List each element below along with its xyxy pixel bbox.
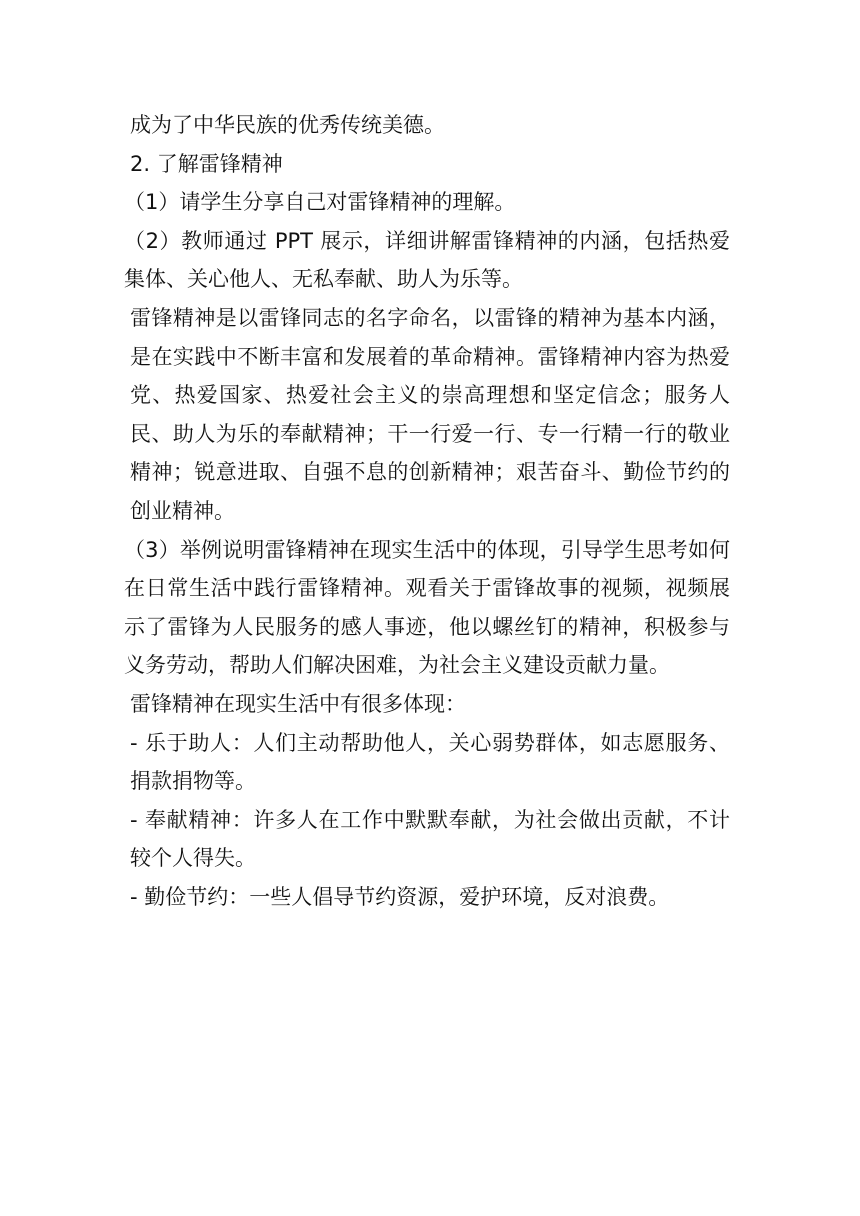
bullet-item-dedication: - 奉献精神：许多人在工作中默默奉献，为社会做出贡献，不计较个人得失。 <box>130 807 730 871</box>
bullet-item-helping: - 乐于助人：人们主动帮助他人，关心弱势群体，如志愿服务、捐款捐物等。 <box>130 730 730 794</box>
section-heading: 2. 了解雷锋精神 <box>130 151 283 176</box>
bullet-item-thrift: - 勤俭节约：一些人倡导节约资源，爱护环境，反对浪费。 <box>130 884 670 909</box>
list-item-3: （3）举例说明雷锋精神在现实生活中的体现，引导学生思考如何在日常生活中践行雷锋精神。观看关于雷锋故事的视频，视频展示了雷锋为人民服务的感人事迹，他以螺丝钉的精神，积极参与义务劳动，帮助人们解决困难，为社会主义建设贡献力量。 <box>124 537 730 678</box>
list-item-2: （2）教师通过 PPT 展示，详细讲解雷锋精神的内涵，包括热爱集体、关心他人、无私奉献、助人为乐等。 <box>124 228 730 292</box>
list-item-1: （1）请学生分享自己对雷锋精神的理解。 <box>124 190 516 215</box>
paragraph-continuation: 成为了中华民族的优秀传统美德。 <box>130 113 445 137</box>
paragraph-lei-feng-definition: 雷锋精神是以雷锋同志的名字命名，以雷锋的精神为基本内涵，是在实践中不断丰富和发展着的革命精神。雷锋精神内容为热爱党、热爱国家、热爱社会主义的崇高理想和坚定信念；服务人民、助人为乐的奉献精神；干一行爱一行、专一行精一行的敬业精神；锐意进取、自强不息的创新精神；艰苦奋斗、勤俭节约的创业精神。 <box>130 305 730 523</box>
document-body <box>124 106 730 916</box>
paragraph-intro-examples: 雷锋精神在现实生活中有很多体现： <box>130 691 466 716</box>
